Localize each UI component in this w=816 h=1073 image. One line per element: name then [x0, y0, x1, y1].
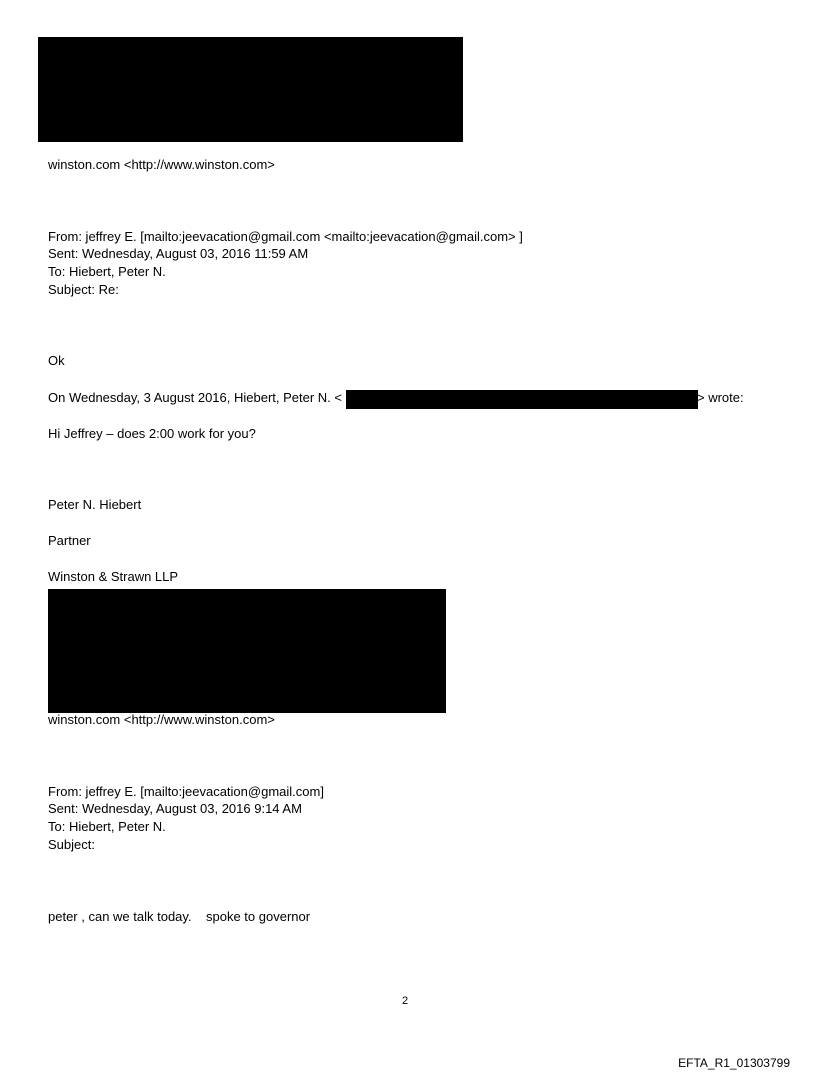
email-from-line-1: From: jeffrey E. [mailto:jeevacation@gmail.com <mailto:jeevacation@gmail.com> ] [48, 229, 523, 244]
redaction-contact-block [48, 589, 446, 713]
question-text: Hi Jeffrey – does 2:00 work for you? [48, 426, 256, 441]
signature-firm: Winston & Strawn LLP [48, 569, 179, 584]
email-to-line-1: To: Hiebert, Peter N. [48, 264, 166, 279]
quote-intro-suffix: > wrote: [697, 390, 744, 405]
signature-name: Peter N. Hiebert [48, 497, 142, 512]
email-sent-line-1: Sent: Wednesday, August 03, 2016 11:59 AM [48, 246, 309, 261]
redaction-email-address [346, 390, 698, 409]
email-subject-line-1: Subject: Re: [48, 282, 119, 297]
email-subject-line-2: Subject: [48, 837, 95, 852]
original-message-text: peter , can we talk today. spoke to governor [48, 909, 311, 924]
email-sent-line-2: Sent: Wednesday, August 03, 2016 9:14 AM [48, 801, 302, 816]
email-from-line-2: From: jeffrey E. [mailto:jeevacation@gmail.com] [48, 784, 324, 799]
redaction-block-top [38, 37, 463, 142]
document-id: EFTA_R1_01303799 [678, 1056, 790, 1070]
page-number: 2 [402, 995, 409, 1007]
email-to-line-2: To: Hiebert, Peter N. [48, 819, 166, 834]
reply-text: Ok [48, 353, 65, 368]
signature-title: Partner [48, 533, 91, 548]
website-link-2: winston.com <http://www.winston.com> [48, 712, 275, 727]
quote-intro-prefix: On Wednesday, 3 August 2016, Hiebert, Peter N. < [48, 390, 342, 405]
website-link-1: winston.com <http://www.winston.com> [48, 157, 275, 172]
